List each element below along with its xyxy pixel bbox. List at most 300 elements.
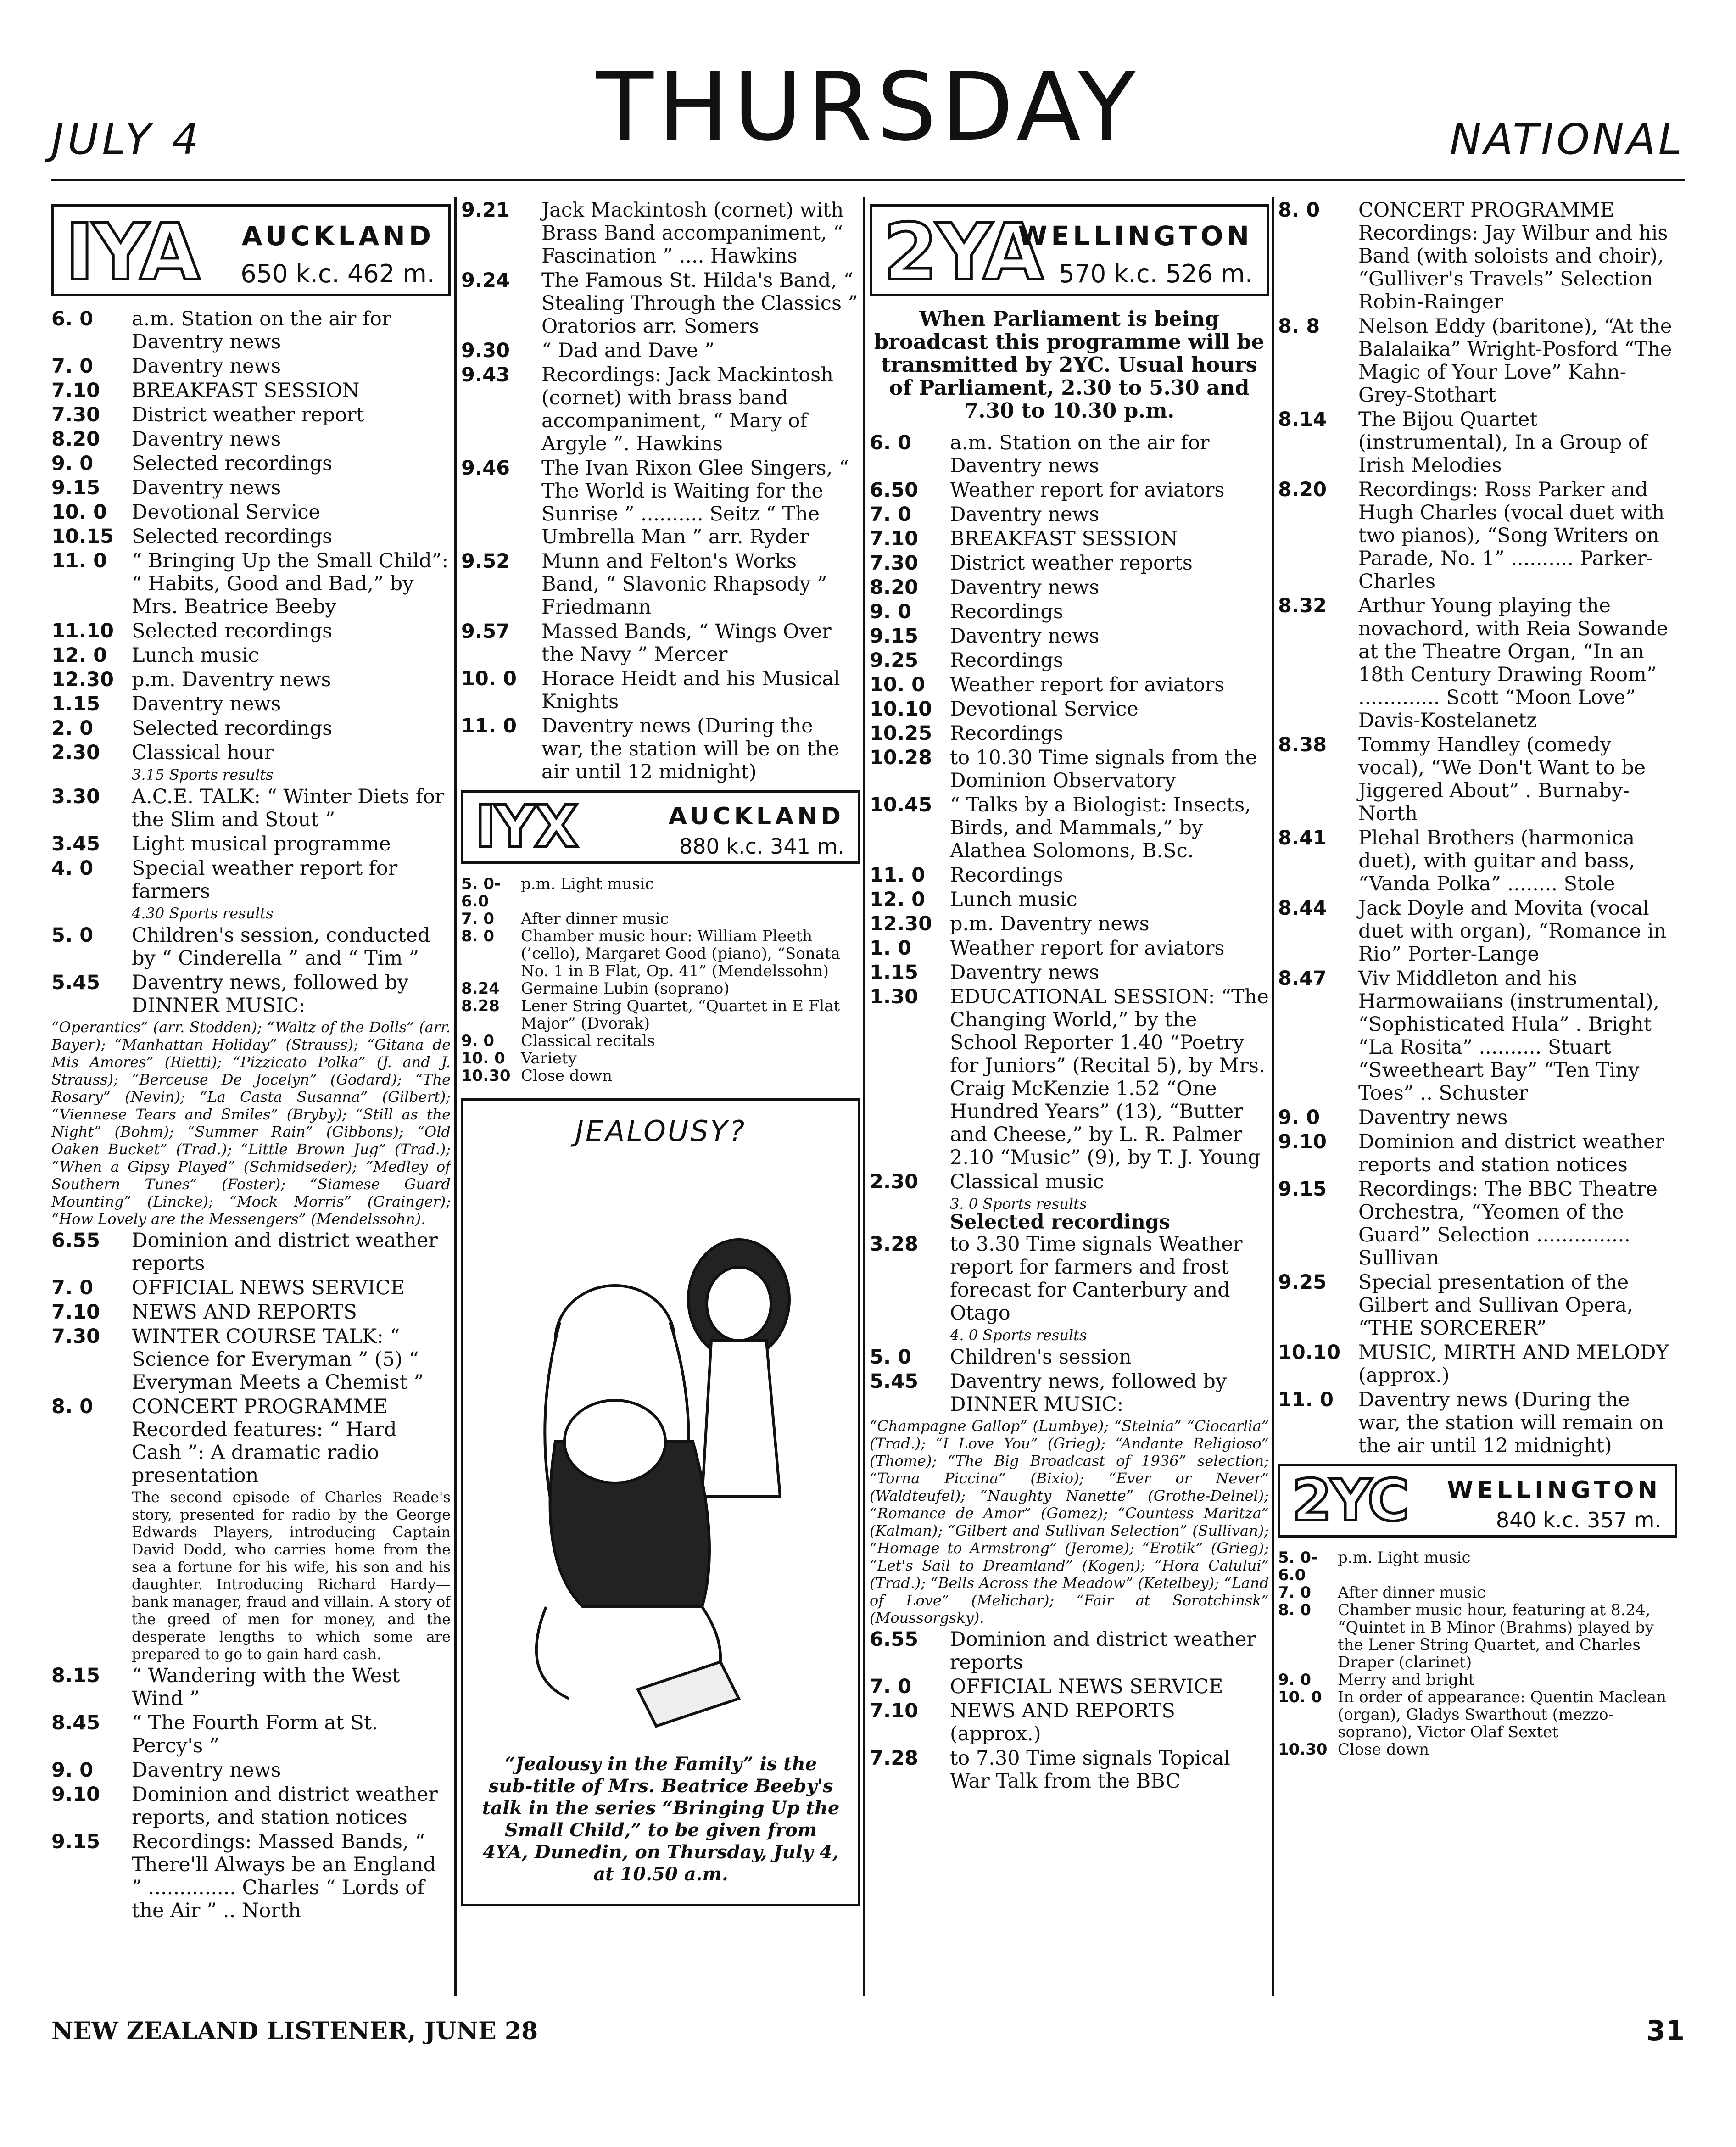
sports-results-note: 3.15 Sports results xyxy=(132,766,274,783)
entry-description: The Bijou Quartet (instrumental), In a Group of Irish Melodies xyxy=(1358,408,1647,477)
entry-time: 1.30 xyxy=(870,985,919,1008)
programme-entry xyxy=(51,1664,451,1710)
entry-description: Recordings xyxy=(950,722,1063,745)
programme-entry xyxy=(51,308,451,353)
entry-description: After dinner music xyxy=(1338,1583,1486,1602)
entry-time: 12. 0 xyxy=(870,888,926,911)
entry-time: 11. 0 xyxy=(1278,1388,1334,1411)
schedule-entry xyxy=(1278,1689,1677,1741)
entry-time: 11.10 xyxy=(51,620,114,643)
entry-time: 10.10 xyxy=(1278,1341,1341,1364)
programme-entry xyxy=(870,1675,1269,1698)
programme-entry xyxy=(870,961,1269,984)
programme-entry xyxy=(51,452,451,475)
entry-time: 1.15 xyxy=(870,961,919,984)
programme-entry xyxy=(870,1233,1269,1325)
entry-time: 7. 0 xyxy=(51,355,94,378)
programme-entry xyxy=(51,1229,451,1275)
selected-recordings: Selected recordings xyxy=(950,1211,1171,1234)
entry-time: 4. 0 xyxy=(51,857,94,880)
entry-time: 5. 0 xyxy=(51,924,94,947)
entry-time: 7.30 xyxy=(51,403,100,426)
entry-time: 9.57 xyxy=(461,620,510,643)
entry-description: OFFICIAL NEWS SERVICE xyxy=(950,1675,1223,1698)
schedule-entry xyxy=(1278,1671,1677,1689)
entry-description: Selected recordings xyxy=(132,525,333,548)
entry-time: 9. 0 xyxy=(51,452,94,475)
programme-entry xyxy=(870,1170,1269,1193)
entry-description: Close down xyxy=(521,1067,612,1085)
entry-description: Lunch music xyxy=(132,644,259,667)
programme-entry xyxy=(870,698,1269,721)
programme-entry xyxy=(461,457,860,548)
entry-description: Daventry news xyxy=(950,576,1100,599)
sports-results-note: 4. 0 Sports results xyxy=(950,1326,1087,1344)
programme-note: The second episode of Charles Reade's story, presented for radio by the George Edwards Players, introducing Captain David Dodd, who carries home from the sea a fortune for his wife, his son and his daughter. Introducing Richard Hardy—bank manager, fraud and villain. A story of the greed of men for money, and the desperate lengths to which some are prepared to go to gain hard cash. xyxy=(132,1488,451,1663)
dinner-music-list: “Champagne Gallop” (Lumbye); “Stelnia” “Ciocarlia” (Trad.); “I Love You” (Grieg); “Andante Religioso” (Thome); “The Big Broadcast of 1936” selection; “Torna Piccina” (Bixio); “Ever or Never” (Waldteufel); “Naughty Nanette” (Grothe-Delnel); “Romance de Amor” (Gomez); “Countess Maritza” (Kalman); “Gilbert and Sullivan Selection” (Sullivan); “Homage to Armstrong” (Jerome); “Erotik” (Grieg); “Let's Sail to Dreamland” (Kogen); “Hora Calului” (Trad.); “Bells Across the Meadow” (Ketelbey); “Land of Love” (Melichar); “Fair at Sorotchinsk” (Moussorgsky). xyxy=(870,1417,1269,1627)
entry-time: 9.46 xyxy=(461,457,510,480)
programme-entry xyxy=(51,620,451,643)
programme-entry xyxy=(1278,827,1677,895)
programme-entry xyxy=(461,620,860,666)
entry-description: Classical recitals xyxy=(521,1032,655,1050)
entry-description: CONCERT PROGRAMME Recorded features: “ Hard Cash ”: A dramatic radio presentation xyxy=(132,1395,397,1487)
entry-time: 9.30 xyxy=(461,339,510,362)
schedule-entry xyxy=(461,875,860,910)
entry-time: 9. 0 xyxy=(1278,1106,1320,1129)
schedule-entry xyxy=(461,1050,860,1067)
entry-time: 10.30 xyxy=(461,1067,511,1085)
parliament-notice: When Parliament is being broadcast this programme will be transmitted by 2YC. Usual hours of Parliament, 2.30 to 5.30 and 7.30 to 10.30 p.m. xyxy=(874,307,1265,423)
header-date: JULY 4 xyxy=(51,115,202,164)
entry-description: WINTER COURSE TALK: “ Science for Everyman ” (5) “ Everyman Meets a Chemist ” xyxy=(132,1325,424,1394)
entry-description: to 3.30 Time signals Weather report for farmers and frost forecast for Canterbury and Otago xyxy=(950,1233,1243,1325)
entry-time: 8.20 xyxy=(1278,478,1327,501)
entry-description: Daventry news xyxy=(132,693,281,716)
entry-description: EDUCATIONAL SESSION: “The Changing World,” by the School Reporter 1.40 “Poetry for Juniors” (Recital 5), by Mrs. Craig McKenzie 1.52 “One Hundred Years” (13), “Butter and Cheese,” by L. R. Palmer 2.10 “Music” (9), by T. J. Young xyxy=(950,985,1269,1169)
programme-entry xyxy=(51,971,451,1017)
programme-entry xyxy=(1278,733,1677,825)
entry-time: 5.45 xyxy=(51,971,100,994)
footer-publication: NEW ZEALAND LISTENER, JUNE 28 xyxy=(51,2017,538,2045)
programme-entry xyxy=(870,625,1269,648)
entry-time: 9.15 xyxy=(51,1830,100,1853)
entry-description: Daventry news xyxy=(132,1759,281,1782)
entry-description: Viv Middleton and his Harmowaiians (instrumental), “Sophisticated Hula” . Bright “La Rosita” .......... Stuart “Sweetheart Bay” “Ten Tiny Toes” .. Schuster xyxy=(1358,967,1660,1105)
entry-description: Recordings: Massed Bands, “ There'll Always be an England ” .............. Charles “ Lords of the Air ” .. North xyxy=(132,1830,436,1922)
programme-entry xyxy=(1278,1271,1677,1340)
entry-time: 8.15 xyxy=(51,1664,100,1687)
entry-description: Daventry news xyxy=(132,476,281,499)
entry-description: Daventry news xyxy=(132,355,281,378)
entry-time: 11. 0 xyxy=(51,549,107,572)
entry-description: OFFICIAL NEWS SERVICE xyxy=(132,1276,405,1299)
entry-description: a.m. Station on the air for Daventry news xyxy=(950,431,1210,477)
entry-time: 10.25 xyxy=(870,722,932,745)
illustration-caption: “Jealousy in the Family” is the sub-title of Mrs. Beatrice Beeby's talk in the series “Bringing Up the Small Child,” to be given from 4YA, Dunedin, on Thursday, July 4, at 10.50 a.m. xyxy=(482,1753,840,1885)
programme-entry xyxy=(1278,1130,1677,1176)
entry-time: 9.43 xyxy=(461,363,510,386)
entry-time: 9.21 xyxy=(461,199,510,222)
entry-description: Merry and bright xyxy=(1338,1671,1475,1689)
entry-time: 8. 0 xyxy=(461,927,495,945)
programme-entry xyxy=(51,833,451,855)
schedule-entry xyxy=(1278,1549,1677,1584)
entry-time: 8.44 xyxy=(1278,897,1327,920)
programme-entry xyxy=(1278,1388,1677,1457)
entry-description: Massed Bands, “ Wings Over the Navy ” Mercer xyxy=(541,620,832,666)
programme-entry xyxy=(870,722,1269,745)
programme-entry xyxy=(51,644,451,667)
callsign-logo: 2YC xyxy=(1292,1467,1408,1534)
programme-entry xyxy=(51,717,451,740)
entry-description: BREAKFAST SESSION xyxy=(132,379,360,402)
entry-time: 10.45 xyxy=(870,794,932,816)
dinner-music-list: “Operantics” (arr. Stodden); “Waltz of the Dolls” (arr. Bayer); “Manhattan Holiday” (Strauss); “Gitana de Mis Amores” (Rietti); “Pizzicato Polka” (J. and J. Strauss); “Berceuse De Jocelyn” (Godard); “The Rosary” (Nevin); “La Casta Susanna” (Gilbert); “Viennese Tears and Smiles” (Bryby); “Still as the Night” (Bohm); “Summer Rain” (Gibbons); “Old Oaken Bucket” (Trad.); “Little Brown Jug” (Trad.); “When a Gipsy Played” (Schmidseder); “Medley of Southern Tunes” (Foster); “Siamese Guard Mounting” (Lincke); “Mock Morris” (Grainger); “How Lovely are the Messengers” (Mendelssohn). xyxy=(51,1018,451,1228)
programme-entry xyxy=(51,1783,451,1829)
programme-entry xyxy=(51,785,451,831)
entry-description: Close down xyxy=(1338,1740,1429,1759)
programme-entry xyxy=(51,693,451,716)
entry-time: 2. 0 xyxy=(51,717,94,740)
programme-entry xyxy=(870,600,1269,623)
entry-time: 9. 0 xyxy=(51,1759,94,1782)
programme-entry xyxy=(870,673,1269,696)
entry-time: 7.28 xyxy=(870,1747,919,1770)
programme-entry xyxy=(1278,315,1677,407)
station-box-1ya xyxy=(51,204,451,296)
entry-description: CONCERT PROGRAMME Recordings: Jay Wilbur and his Band (with soloists and choir), “Gulliver's Travels” Selection Robin-Rainger xyxy=(1358,199,1668,313)
column-2ya xyxy=(870,197,1269,1996)
entry-description: Light musical programme xyxy=(132,833,391,855)
entry-description: Nelson Eddy (baritone), “At the Balalaika” Wright-Posford “The Magic of Your Love” Kahn-Grey-Stothart xyxy=(1358,315,1672,407)
entry-time: 5.45 xyxy=(870,1370,919,1393)
entry-description: Jack Mackintosh (cornet) with Brass Band accompaniment, “ Fascination ” .... Hawkins xyxy=(541,199,844,268)
station-frequency: 570 k.c. 526 m. xyxy=(1059,259,1253,288)
entry-time: 8.20 xyxy=(870,576,919,599)
programme-entry xyxy=(870,503,1269,526)
entry-description: Munn and Felton's Works Band, “ Slavonic Rhapsody ” Friedmann xyxy=(541,550,827,619)
entry-time: 9.52 xyxy=(461,550,510,573)
programme-entry xyxy=(51,501,451,524)
entry-time: 11. 0 xyxy=(461,715,517,738)
entry-description: Daventry news xyxy=(950,503,1100,526)
programme-entry xyxy=(51,1711,451,1757)
entry-description: Recordings: Ross Parker and Hugh Charles (vocal duet with two pianos), “Song Writers on Parade, No. 1” .......... Parker-Charles xyxy=(1358,478,1665,593)
entry-time: 7. 0 xyxy=(51,1276,94,1299)
station-city: WELLINGTON xyxy=(1018,220,1253,252)
programme-entry xyxy=(51,379,451,402)
entry-description: Special weather report for farmers xyxy=(132,857,398,903)
schedule-entry xyxy=(1278,1584,1677,1601)
entry-description: Weather report for aviators xyxy=(950,673,1225,696)
entry-time: 11. 0 xyxy=(870,864,926,887)
entry-time: 8.32 xyxy=(1278,594,1327,617)
programme-entry xyxy=(1278,1106,1677,1129)
entry-description: NEWS AND REPORTS (approx.) xyxy=(950,1700,1175,1745)
programme-entry xyxy=(461,339,860,362)
entry-description: NEWS AND REPORTS xyxy=(132,1301,357,1324)
programme-entry xyxy=(51,1759,451,1782)
entry-time: 10.30 xyxy=(1278,1740,1328,1759)
entry-description: Classical hour xyxy=(132,741,274,764)
entry-time: 9.10 xyxy=(1278,1130,1327,1153)
programme-entry xyxy=(870,937,1269,960)
programme-entry xyxy=(51,1276,451,1299)
programme-entry xyxy=(870,1370,1269,1416)
entry-description: Selected recordings xyxy=(132,452,333,475)
programme-entry xyxy=(870,912,1269,935)
entry-description: Recordings xyxy=(950,649,1063,672)
entry-description: “ Talks by a Biologist: Insects, Birds, and Mammals,” by Alathea Solomons, B.Sc. xyxy=(950,794,1251,862)
entry-time: 7.10 xyxy=(51,1301,100,1324)
entry-description: Daventry news xyxy=(950,625,1100,648)
station-frequency: 880 k.c. 341 m. xyxy=(679,834,844,859)
entry-time: 10.15 xyxy=(51,525,114,548)
entry-time: 9.15 xyxy=(1278,1178,1327,1201)
schedule-entry xyxy=(461,928,860,980)
entry-time: 1. 0 xyxy=(870,937,912,960)
entry-description: In order of appearance: Quentin Maclean (organ), Gladys Swarthout (mezzo-soprano), Victor Olaf Sextet xyxy=(1338,1688,1667,1741)
entry-description: p.m. Daventry news xyxy=(950,912,1150,935)
programme-entry xyxy=(870,985,1269,1169)
entry-time: 9. 0 xyxy=(870,600,912,623)
programme-entry xyxy=(461,269,860,338)
entry-description: Dominion and district weather reports xyxy=(132,1229,438,1275)
entry-description: Daventry news xyxy=(1358,1106,1508,1129)
programme-entry xyxy=(870,527,1269,550)
schedule-entry xyxy=(461,1067,860,1085)
entry-description: After dinner music xyxy=(521,910,669,928)
entry-time: 8. 8 xyxy=(1278,315,1320,338)
illustration-title: JEALOUSY? xyxy=(575,1114,747,1148)
page-number: 31 xyxy=(1646,2015,1685,2047)
entry-time: 7. 0 xyxy=(461,910,495,928)
schedule-entry xyxy=(461,1032,860,1050)
entry-description: Weather report for aviators xyxy=(950,479,1225,502)
entry-description: “ Wandering with the West Wind ” xyxy=(132,1664,400,1710)
programme-entry xyxy=(870,1628,1269,1674)
programme-entry xyxy=(1278,967,1677,1105)
entry-time: 8.47 xyxy=(1278,967,1327,990)
jealousy-illustration xyxy=(461,1098,860,1906)
page-title: THURSDAY xyxy=(596,53,1140,162)
column-1ya xyxy=(51,197,451,1996)
entry-description: Daventry news (During the war, the station will be on the air until 12 midnight) xyxy=(541,715,840,783)
entry-time: 8.41 xyxy=(1278,827,1327,850)
sports-results-note: 3. 0 Sports results xyxy=(950,1195,1087,1213)
entry-description: The Ivan Rixon Glee Singers, “ The World is Waiting for the Sunrise ” .......... Seitz “ The Umbrella Man ” arr. Ryder xyxy=(541,457,849,548)
entry-time: 10.28 xyxy=(870,746,932,769)
entry-description: Children's session, conducted by “ Cinderella ” and “ Tim ” xyxy=(132,924,430,970)
entry-description: Children's session xyxy=(950,1346,1132,1369)
entry-description: Selected recordings xyxy=(132,620,333,643)
programme-entry xyxy=(870,1747,1269,1793)
programme-entry xyxy=(461,550,860,619)
entry-description: p.m. Light music xyxy=(1338,1549,1471,1567)
programme-entry xyxy=(51,668,451,691)
entry-description: Dominion and district weather reports, and station notices xyxy=(132,1783,438,1829)
entry-description: District weather reports xyxy=(950,552,1193,575)
entry-description: Devotional Service xyxy=(950,698,1139,721)
entry-time: 6. 0 xyxy=(51,308,94,330)
programme-entry xyxy=(461,667,860,713)
entry-time: 10. 0 xyxy=(51,501,107,524)
entry-time: 7. 0 xyxy=(870,1675,912,1698)
entry-time: 10. 0 xyxy=(1278,1688,1322,1706)
entry-time: 5. 0 xyxy=(870,1346,912,1369)
entry-time: 9.15 xyxy=(51,476,100,499)
entry-description: The Famous St. Hilda's Band, “ Stealing Through the Classics ” Oratorios arr. Somers xyxy=(541,269,858,338)
entry-description: “ The Fourth Form at St. Percy's ” xyxy=(132,1711,378,1757)
entry-time: 12.30 xyxy=(870,912,932,935)
entry-description: Plehal Brothers (harmonica duet), with guitar and bass, “Vanda Polka” ........ Stole xyxy=(1358,827,1635,895)
entry-time: 6.55 xyxy=(870,1628,919,1651)
entry-time: 9.25 xyxy=(870,649,919,672)
entry-description: Variety xyxy=(521,1049,577,1068)
programme-entry xyxy=(51,476,451,499)
station-city: AUCKLAND xyxy=(668,803,844,830)
entry-time: 10.10 xyxy=(870,698,932,721)
entry-time: 7.30 xyxy=(51,1325,100,1348)
programme-entry xyxy=(51,1395,451,1487)
entry-description: Dominion and district weather reports xyxy=(950,1628,1256,1674)
entry-time: 9.10 xyxy=(51,1783,100,1806)
entry-time: 1.15 xyxy=(51,693,100,716)
entry-time: 8.20 xyxy=(51,428,100,451)
station-city: AUCKLAND xyxy=(241,220,435,252)
column-2ya-cont xyxy=(1278,197,1677,1996)
entry-time: 5. 0-6.0 xyxy=(1278,1549,1318,1584)
programme-entry xyxy=(51,355,451,378)
column-divider xyxy=(863,197,865,1996)
entry-description: Daventry news (During the war, the station will remain on the air until 12 midnight) xyxy=(1358,1388,1664,1457)
entry-description: to 7.30 Time signals Topical War Talk from the BBC xyxy=(950,1747,1230,1793)
programme-entry xyxy=(51,1301,451,1324)
programme-entry xyxy=(51,1325,451,1394)
entry-description: Germaine Lubin (soprano) xyxy=(521,979,730,998)
entry-description: Daventry news, followed by DINNER MUSIC: xyxy=(950,1370,1227,1416)
entry-time: 7. 0 xyxy=(870,503,912,526)
entry-time: 7.10 xyxy=(870,1700,919,1722)
entry-time: 7.30 xyxy=(870,552,919,575)
programme-entry xyxy=(51,549,451,618)
schedule-entry xyxy=(1278,1741,1677,1758)
child-with-doll-drawing xyxy=(463,1148,858,1744)
entry-description: to 10.30 Time signals from the Dominion Observatory xyxy=(950,746,1257,792)
entry-time: 5. 0-6.0 xyxy=(461,875,501,911)
column-divider xyxy=(1272,197,1274,1996)
entry-description: BREAKFAST SESSION xyxy=(950,527,1178,550)
entry-time: 8.45 xyxy=(51,1711,100,1734)
entry-time: 7.10 xyxy=(51,379,100,402)
entry-description: Chamber music hour: William Pleeth (’cello), Margaret Good (piano), “Sonata No. 1 in B Flat, Op. 41” (Mendelssohn) xyxy=(521,927,840,980)
entry-description: Tommy Handley (comedy vocal), “We Don't Want to be Jiggered About” . Burnaby-North xyxy=(1358,733,1646,825)
entry-description: Recordings xyxy=(950,600,1063,623)
programme-entry xyxy=(51,857,451,903)
entry-time: 10. 0 xyxy=(461,667,517,690)
entry-description: “ Dad and Dave ” xyxy=(541,339,714,362)
entry-description: MUSIC, MIRTH AND MELODY (approx.) xyxy=(1358,1341,1669,1387)
entry-time: 6.50 xyxy=(870,479,919,502)
entry-description: Chamber music hour, featuring at 8.24, “Quintet in B Minor (Brahms) played by the Lener String Quartet, and Charles Draper (clarinet) xyxy=(1338,1601,1654,1672)
entry-time: 7. 0 xyxy=(1278,1583,1312,1602)
entry-time: 9. 0 xyxy=(461,1032,495,1050)
programme-entry xyxy=(870,479,1269,502)
entry-description: Recordings xyxy=(950,864,1063,887)
programme-entry xyxy=(1278,1341,1677,1387)
entry-time: 12. 0 xyxy=(51,644,107,667)
entry-time: 8.28 xyxy=(461,997,500,1015)
programme-entry xyxy=(870,1346,1269,1369)
programme-entry xyxy=(1278,408,1677,477)
station-frequency: 840 k.c. 357 m. xyxy=(1496,1508,1661,1532)
entry-description: Arthur Young playing the novachord, with Reia Sowande at the Theatre Organ, “In an 18th Century Drawing Room” ............. Scott “Moon Love” Davis-Kostelanetz xyxy=(1358,594,1669,732)
schedule-entry xyxy=(1278,1601,1677,1671)
entry-description: Special presentation of the Gilbert and Sullivan Opera, “THE SORCERER” xyxy=(1358,1271,1633,1340)
programme-entry xyxy=(51,403,451,426)
station-box-2yc xyxy=(1278,1464,1677,1538)
entry-time: 6. 0 xyxy=(870,431,912,454)
programme-entry xyxy=(870,864,1269,887)
entry-time: 9. 0 xyxy=(1278,1671,1312,1689)
header-network: NATIONAL xyxy=(1450,115,1685,164)
entry-description: “ Bringing Up the Small Child”: “ Habits, Good and Bad,” by Mrs. Beatrice Beeby xyxy=(132,549,449,618)
header-rule xyxy=(51,179,1685,181)
entry-description: Classical music xyxy=(950,1170,1104,1193)
programme-entry xyxy=(870,746,1269,792)
entry-description: p.m. Light music xyxy=(521,875,654,893)
schedule-entry xyxy=(461,980,860,997)
programme-entry xyxy=(870,576,1269,599)
entry-time: 9.15 xyxy=(870,625,919,648)
station-city: WELLINGTON xyxy=(1447,1476,1661,1504)
entry-time: 8. 0 xyxy=(1278,199,1320,222)
entry-description: Devotional Service xyxy=(132,501,320,524)
entry-time: 2.30 xyxy=(51,741,100,764)
programme-entry xyxy=(51,525,451,548)
entry-time: 7.10 xyxy=(870,527,919,550)
programme-entry xyxy=(870,431,1269,477)
entry-description: Recordings: The BBC Theatre Orchestra, “Yeomen of the Guard” Selection ............... Sullivan xyxy=(1358,1178,1658,1269)
entry-time: 8. 0 xyxy=(1278,1601,1312,1619)
callsign-logo: 2YA xyxy=(883,207,1042,298)
programme-entry xyxy=(51,428,451,451)
entry-description: A.C.E. TALK: “ Winter Diets for the Slim and Stout ” xyxy=(132,785,445,831)
programme-entry xyxy=(1278,1178,1677,1269)
programme-entry xyxy=(51,1830,451,1922)
entry-description: Lener String Quartet, “Quartet in E Flat Major” (Dvorak) xyxy=(521,997,840,1033)
programme-entry xyxy=(1278,594,1677,732)
programme-entry xyxy=(870,888,1269,911)
station-box-1yx xyxy=(461,790,860,864)
entry-description: Selected recordings xyxy=(132,717,333,740)
entry-time: 3.45 xyxy=(51,833,100,855)
entry-description: a.m. Station on the air for Daventry news xyxy=(132,308,391,353)
station-box-2ya xyxy=(870,204,1269,296)
entry-description: Daventry news xyxy=(950,961,1100,984)
programme-entry xyxy=(461,363,860,455)
programme-entry xyxy=(870,649,1269,672)
column-1ya-cont xyxy=(461,197,860,1996)
entry-description: Lunch music xyxy=(950,888,1077,911)
sports-results-note: 4.30 Sports results xyxy=(132,905,274,922)
entry-time: 8. 0 xyxy=(51,1395,94,1418)
entry-description: District weather report xyxy=(132,403,364,426)
programme-entry xyxy=(51,741,451,764)
programme-entry xyxy=(1278,897,1677,966)
station-frequency: 650 k.c. 462 m. xyxy=(240,259,435,288)
